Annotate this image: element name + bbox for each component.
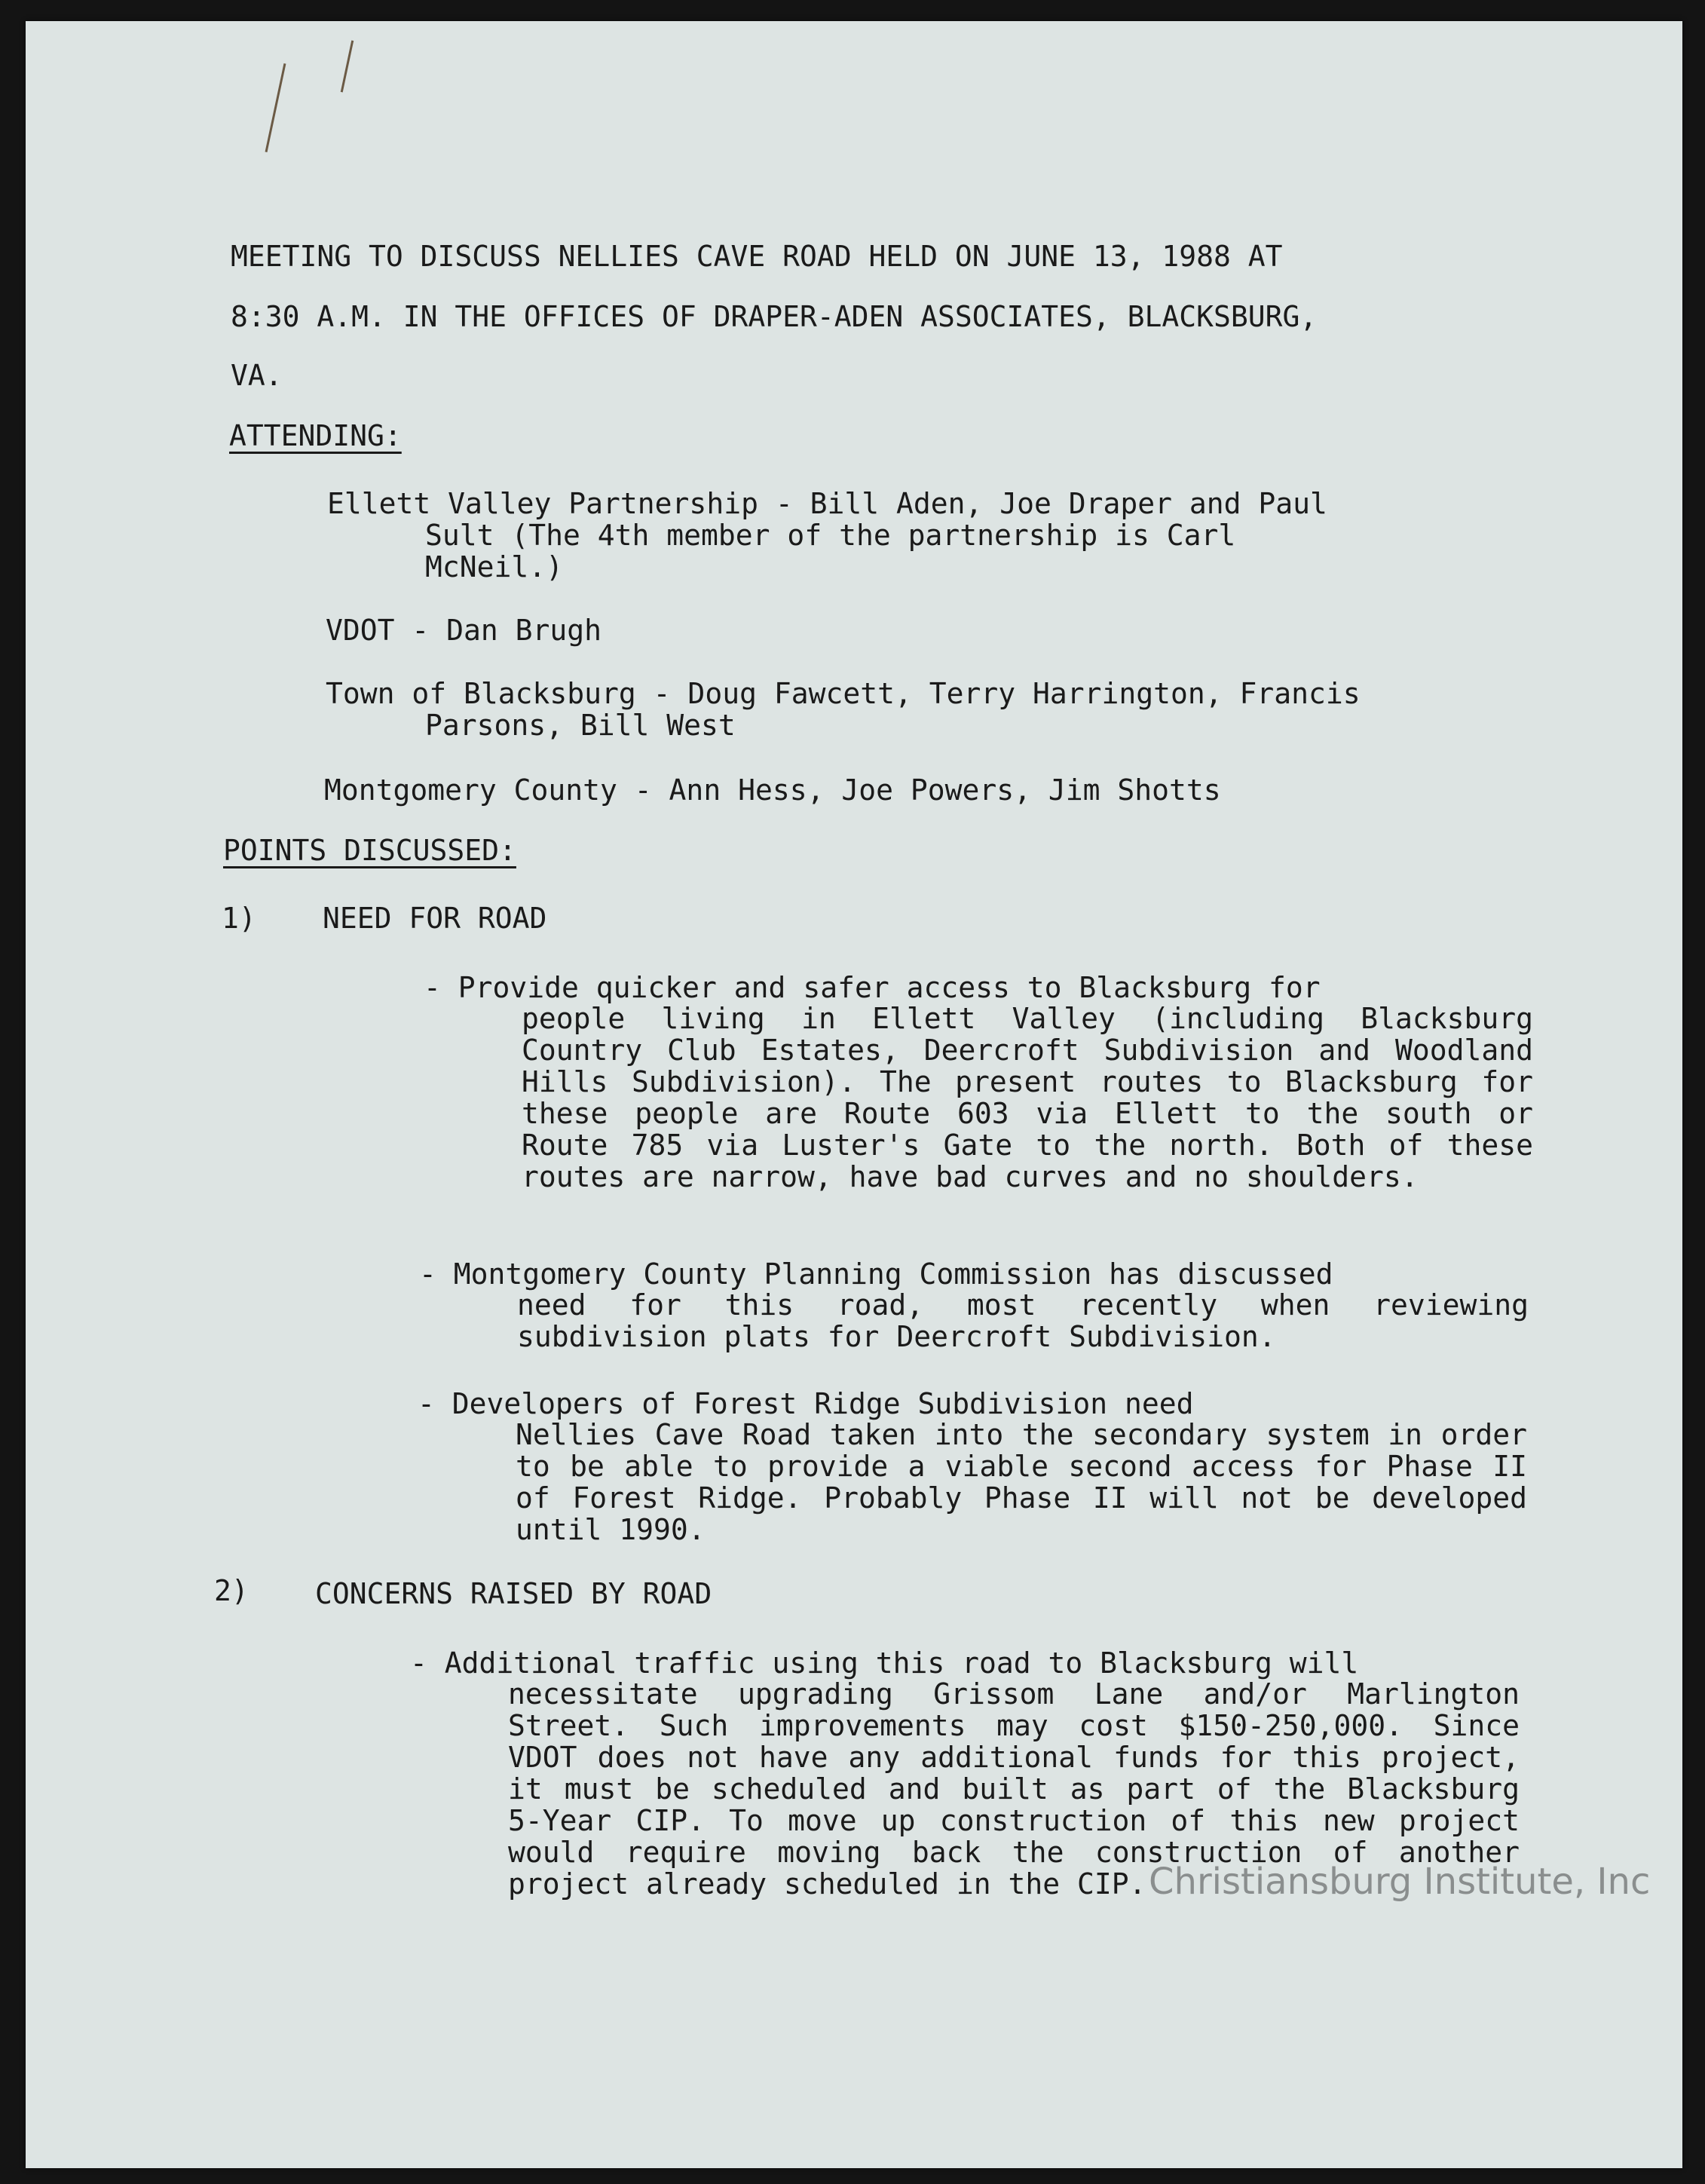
- section-title: NEED FOR ROAD: [323, 902, 547, 935]
- attendee-line: Ellett Valley Partnership - Bill Aden, Joe Draper and Paul: [327, 487, 1327, 520]
- attendee-line: Sult (The 4th member of the partnership is Carl: [425, 519, 1236, 552]
- attendee-line: Town of Blacksburg - Doug Fawcett, Terry Harrington, Francis: [326, 677, 1361, 710]
- attendee-line: Parsons, Bill West: [425, 709, 736, 742]
- attending-heading: ATTENDING:: [229, 419, 402, 452]
- bullet-first-line: - Montgomery County Planning Commission has discussed: [419, 1257, 1333, 1291]
- section-number: 1): [222, 902, 256, 935]
- bullet-text: necessitate upgrading Grissom Lane and/or Marlington Street. Such improvements may cost $150-250,000. Since VDOT does not have any additional funds for this project, it must be scheduled and built as part of the Blacksburg 5-Year CIP. To move up construction of this new project would require moving back the construction of another project already scheduled in the CIP.: [508, 1677, 1520, 1901]
- watermark: Christiansburg Institute, Inc: [1149, 1861, 1651, 1903]
- section-number: 2): [214, 1574, 249, 1607]
- bullet-first-line: - Provide quicker and safer access to Blacksburg for: [424, 971, 1321, 1004]
- attendee-line: McNeil.): [425, 550, 564, 584]
- bullet-text: Nellies Cave Road taken into the secondary system in order to be able to provide a viable second access for Phase II of Forest Ridge. Probably Phase II will not be developed until 1990.: [516, 1418, 1527, 1546]
- header-line-2: 8:30 A.M. IN THE OFFICES OF DRAPER-ADEN ASSOCIATES, BLACKSBURG,: [231, 300, 1318, 333]
- bullet-text: people living in Ellett Valley (including Blacksburg Country Club Estates, Deercroft Subdivision and Woodland Hills Subdivision). The present routes to Blacksburg for these people are Route 603 via Ellett to the south or Route 785 via Luster's Gate to the north. Both of these routes are narrow, have bad curves and no shoulders.: [522, 1002, 1533, 1193]
- bullet-text: need for this road, most recently when reviewing subdivision plats for Deercroft Subdivision.: [517, 1288, 1529, 1353]
- header-line-1: MEETING TO DISCUSS NELLIES CAVE ROAD HELD ON JUNE 13, 1988 AT: [231, 240, 1283, 273]
- document-page: [26, 21, 1682, 2168]
- bullet-first-line: - Additional traffic using this road to Blacksburg will: [410, 1646, 1359, 1680]
- attendee-line: VDOT - Dan Brugh: [326, 614, 602, 647]
- attendee-line: Montgomery County - Ann Hess, Joe Powers, Jim Shotts: [324, 773, 1221, 807]
- bullet-first-line: - Developers of Forest Ridge Subdivision need: [418, 1387, 1194, 1420]
- header-line-3: VA.: [231, 359, 283, 392]
- points-heading: POINTS DISCUSSED:: [223, 834, 516, 867]
- section-title: CONCERNS RAISED BY ROAD: [315, 1577, 712, 1610]
